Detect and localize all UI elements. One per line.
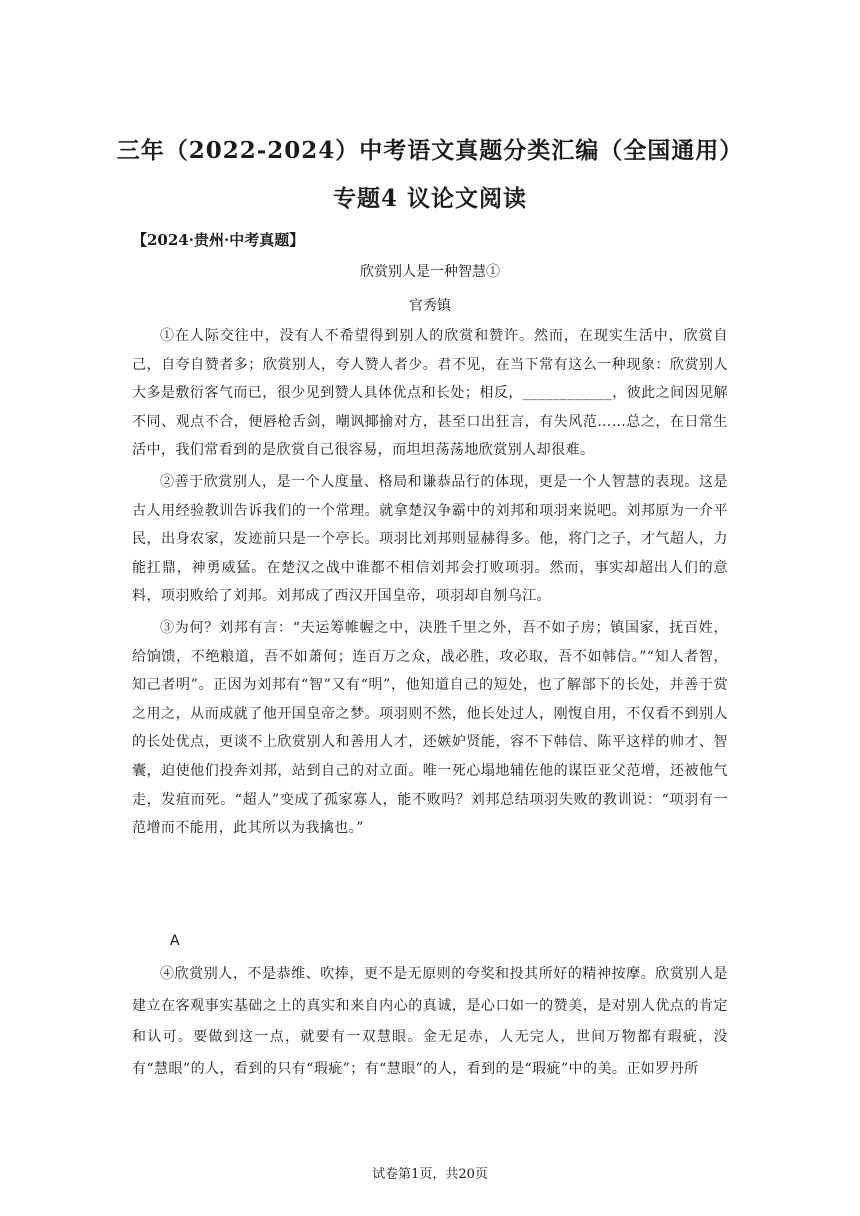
placeholder-marker: A — [170, 933, 180, 949]
source-tag: 【2024·贵州·中考真题】 — [132, 231, 305, 249]
paragraph-3: ③为何？刘邦有言：“夫运筹帷幄之中，决胜千里之外，吾不如子房；镇国家，抚百姓，给饷馈，不绝粮道，吾不如萧何；连百万之众，战必胜，攻必取，吾不如韩信。”“知人者智，知己者明”。正因为刘邦有“智”又有“明”，他知道自己的短处，也了解部下的长处，并善于赏之用之，从而成就了他开国皇帝之梦。项羽则不然，他长处过人，刚愎自用，不仅看不到别人的长处优点，更谈不上欣赏别人和善用人才，还嫉妒贤能，容不下韩信、陈平这样的帅才、智囊，迫使他们投奔刘邦，站到自己的对立面。唯一死心塌地辅佐他的谋臣亚父范增，还被他气走，发疽而死。“超人”变成了孤家寡人，能不败吗？刘邦总结项羽失败的教训说：“项羽有一范增而不能用，此其所以为我擒也。” — [132, 619, 728, 837]
article-author: 官秀镇 — [409, 298, 451, 314]
document-subtitle: 专题4 议论文阅读 — [332, 185, 527, 212]
paragraph-4: ④欣赏别人，不是恭维、吹捧，更不是无原则的夸奖和投其所好的精神按摩。欣赏别人是建立在客观事实基础之上的真实和来自内心的真诚，是心口如一的赞美，是对别人优点的肯定和认可。要做到这一点，就要有一双慧眼。金无足赤，人无完人，世间万物都有瑕疵，没有“慧眼”的人，看到的只有“瑕疵”；有“慧眼”的人，看到的是“瑕疵”中的美。正如罗丹所 — [132, 966, 728, 1077]
paragraph-2: ②善于欣赏别人，是一个人度量、格局和谦恭品行的体现，更是一个人智慧的表现。这是古人用经验教训告诉我们的一个常理。就拿楚汉争霸中的刘邦和项羽来说吧。刘邦原为一介平民，出身农家，发迹前只是一个亭长。项羽比刘邦则显赫得多。他，将门之子，才气超人，力能扛鼎，神勇威猛。在楚汉之战中谁都不相信刘邦会打败项羽。然而，事实却超出人们的意料，项羽败给了刘邦。刘邦成了西汉开国皇帝，项羽却自刎乌江。 — [132, 473, 728, 605]
article-title: 欣赏别人是一种智慧① — [360, 264, 500, 280]
paragraph-1: ①在人际交往中，没有人不希望得到别人的欣赏和赞许。然而，在现实生活中，欣赏自己，自夸自赞者多；欣赏别人，夸人赞人者少。君不见，在当下常有这么一种现象：欣赏别人大多是敷衍客气而已，很少见到赞人具体优点和长处；相反，____________，彼此之间因见解不同、观点不合，便唇枪舌剑，嘲讽揶揄对方，甚至口出狂言，有失风范……总之，在日常生活中，我们常看到的是欣赏自己很容易，而坦坦荡荡地欣赏别人却很难。 — [132, 328, 728, 459]
article-body — [132, 322, 728, 846]
page-footer: 试卷第1页，共20页 — [372, 1167, 488, 1182]
article-body-continued — [132, 959, 728, 1085]
document-title: 三年（2022-2024）中考语文真题分类汇编（全国通用） — [116, 137, 744, 164]
